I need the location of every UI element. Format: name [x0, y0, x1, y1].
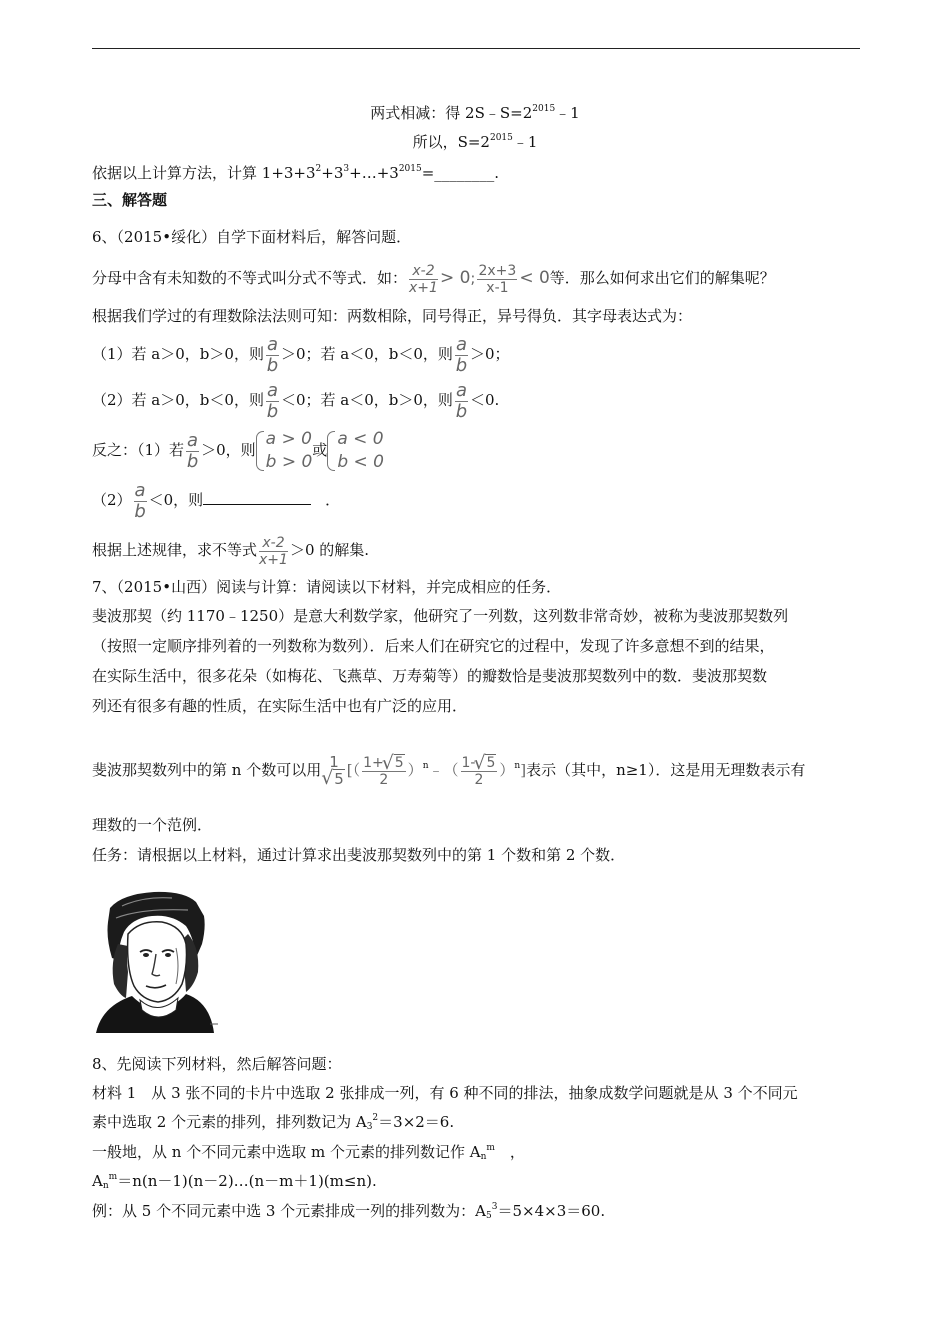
system-positive: a > 0 b > 0 — [256, 428, 313, 474]
psi-fraction: $\frac{1-√ 5}{2}$ — [461, 756, 498, 787]
q6-rule: 根据我们学过的有理数除法法则可知：两数相除，同号得正，异号得负．其字母表达式为： — [92, 307, 693, 325]
conclusion-line: 所以，$S=2^{2015}﹣1$ — [412, 133, 538, 151]
fibonacci-portrait — [92, 888, 218, 1033]
q6-heading: 6、（2015•绥化）自学下面材料后，解答问题． — [92, 228, 412, 246]
one-over-root5: 1 √ 5 — [323, 755, 345, 787]
fibonacci-formula: 斐波那契数列中的第 n 个数可以用 1 √ 5 [（ $\frac{1+√ 5}{2}$ ）$^n$﹣（ $\frac{1-√ 5}{2}$ ）$^n$]表示（其中，n≥1）．这是用无理数表示有 — [92, 730, 805, 810]
q7-example-note: 理数的一个范例． — [92, 816, 213, 834]
fraction-a-b: $\frac{a}{b}$ — [455, 379, 468, 422]
fraction-a-b: $\frac{a}{b}$ — [266, 333, 279, 376]
fraction-1: $\frac{x-2}{x+1}$ — [409, 262, 438, 296]
q6-case-1: （1）若 a＞0，b＞0，则 $\frac{a}{b}$ ＞0；若 a＜0，b＜0，则 $\frac{a}{b}$ ＞0； — [92, 333, 510, 376]
q8-example-line: 例：从 5 个不同元素中选 3 个元素排成一列的排列数为：$A_5^3=5\times 4\times 3=60$. — [92, 1202, 606, 1221]
q7-heading: 7、（2015•山西）阅读与计算：请阅读以下材料，并完成相应的任务． — [92, 578, 562, 596]
q8-material-1-line-2: 素中选取 2 个元素的排列，排列数记为 $A_3^2=3\times 2=6$. — [92, 1113, 455, 1132]
q8-heading: 8、先阅读下列材料，然后解答问题： — [92, 1055, 342, 1073]
header-rule — [92, 48, 860, 49]
section-heading: 三、解答题 — [92, 191, 168, 209]
subtract-line: 两式相减：得 $2S﹣S=2^{2015}﹣1$ — [370, 104, 580, 122]
task-fraction: $\frac{x-2}{x+1}$ — [259, 534, 288, 568]
q6-case-2: （2）若 a＞0，b＜0，则 $\frac{a}{b}$ ＜0；若 a＜0，b＞0，则 $\frac{a}{b}$ ＜0. — [92, 379, 500, 422]
q7-paragraph-line-2: （按照一定顺序排列着的一列数称为数列）．后来人们在研究它的过程中，发现了许多意想不到的结果， — [92, 637, 775, 655]
q7-task: 任务：请根据以上材料，通过计算求出斐波那契数列中的第 1 个数和第 2 个数． — [92, 846, 626, 864]
fraction-a-b: $\frac{a}{b}$ — [266, 379, 279, 422]
fraction-2: $\frac{2x+3}{x-1}$ — [478, 262, 517, 296]
system-negative: a < 0 b < 0 — [327, 428, 384, 474]
q6-converse: 反之：（1）若 $\frac{a}{b}$ ＞0，则 a > 0 b > 0 或 a < 0 b < 0 — [92, 429, 384, 472]
compute-question: 依据以上计算方法，计算 $1+3+3^2+3^3+\dots+3^{2015}=\_\_\_\_\_\_\_\_$. — [92, 164, 500, 182]
q8-general-line: 一般地，从 n 个不同元素中选取 m 个元素的排列数记作 $A_n^m$ ， — [92, 1143, 525, 1162]
q6-part-2: （2） $\frac{a}{b}$ ＜0，则 ． — [92, 479, 341, 522]
answer-blank[interactable] — [203, 504, 311, 505]
phi-fraction: $\frac{1+√ 5}{2}$ — [362, 756, 406, 787]
q6-intro: 分母中含有未知数的不等式叫分式不等式．如： $\frac{x-2}{x+1}$ > 0; $\frac{2x+3}{x-1}$ < 0等．那么如何求出它们的解集呢？ — [92, 262, 775, 296]
q7-paragraph-line-4: 列还有很多有趣的性质，在实际生活中也有广泛的应用． — [92, 697, 468, 715]
q8-formula-line: $A_n^m=n(n-1)(n-2)\dots(n-m+1)(m\le n)$. — [92, 1172, 377, 1191]
fraction-a-b: $\frac{a}{b}$ — [455, 333, 468, 376]
q7-paragraph-line-3: 在实际生活中，很多花朵（如梅花、飞燕草、万寿菊等）的瓣数恰是斐波那契数列中的数．斐波那契数 — [92, 667, 768, 685]
fraction-a-b: $\frac{a}{b}$ — [186, 429, 199, 472]
q6-task: 根据上述规律，求不等式 $\frac{x-2}{x+1}$ ＞0 的解集. — [92, 534, 370, 568]
q8-material-1-line-1: 材料 1 从 3 张不同的卡片中选取 2 张排成一列，有 6 种不同的排法，抽象成数学问题就是从 3 个不同元 — [92, 1084, 798, 1102]
fraction-a-b: $\frac{a}{b}$ — [134, 479, 146, 522]
q7-paragraph-line-1: 斐波那契（约 1170﹣1250）是意大利数学家，他研究了一列数，这列数非常奇妙，被称为斐波那契数列 — [92, 607, 789, 625]
